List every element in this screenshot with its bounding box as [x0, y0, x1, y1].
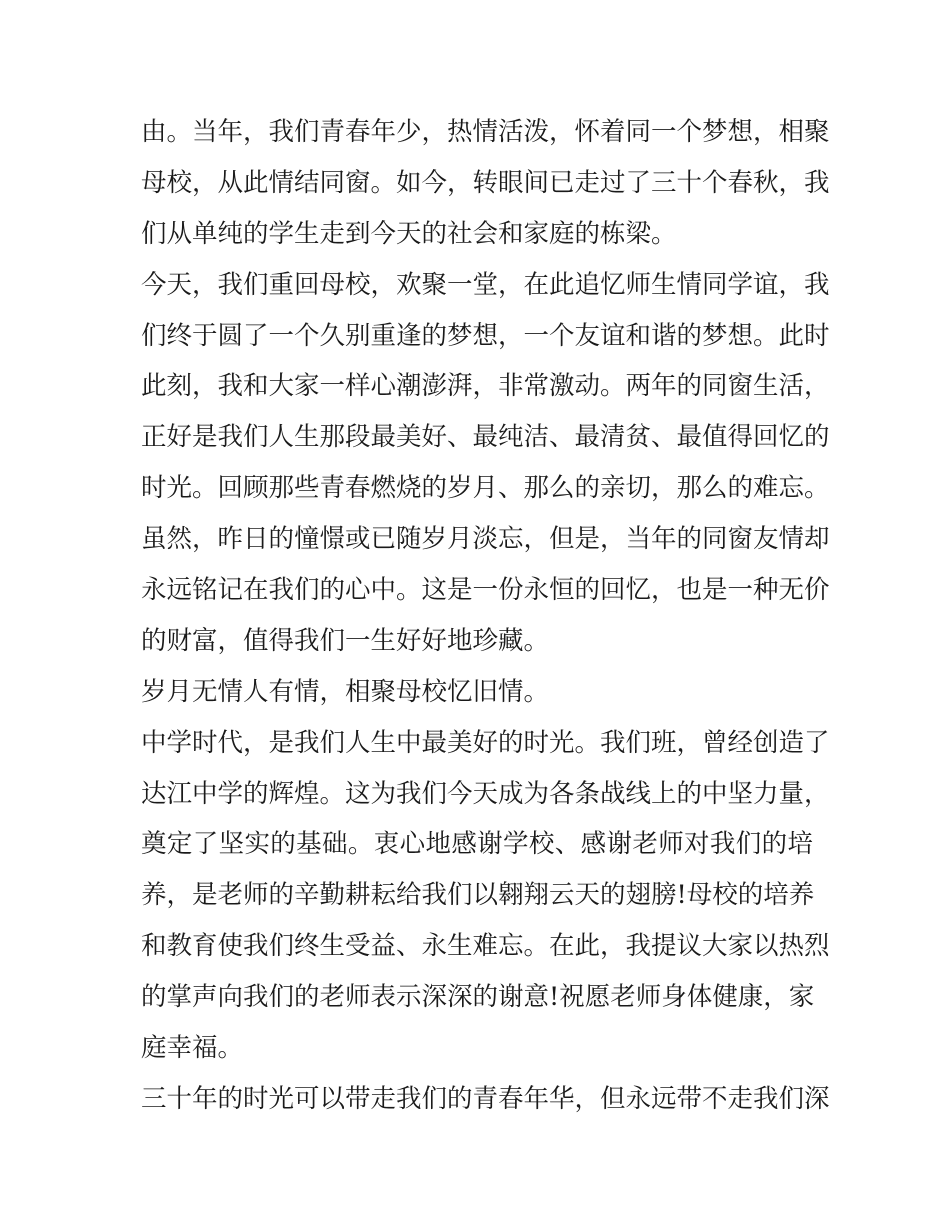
text-line: 达江中学的辉煌。这为我们今天成为各条战线上的中坚力量，: [141, 778, 830, 809]
text-line: 岁月无情人有情，相聚母校忆旧情。: [141, 676, 550, 707]
text-line: 母校，从此情结同窗。如今，转眼间已走过了三十个春秋，我: [141, 167, 830, 198]
text-line: 今天，我们重回母校，欢聚一堂，在此追忆师生情同学谊，我: [141, 269, 830, 300]
text-line: 由。当年，我们青春年少，热情活泼，怀着同一个梦想，相聚: [141, 117, 830, 147]
text-line: 此刻，我和大家一样心潮澎湃，非常激动。两年的同窗生活，: [141, 371, 830, 402]
text-line: 虽然，昨日的憧憬或已随岁月淡忘，但是，当年的同窗友情却: [141, 524, 830, 555]
text-line: 永远铭记在我们的心中。这是一份永恒的回忆，也是一种无价: [141, 575, 830, 606]
text-line: 三十年的时光可以带走我们的青春年华，但永远带不走我们深: [141, 1083, 830, 1114]
text-line: 和教育使我们终生受益、永生难忘。在此，我提议大家以热烈: [141, 931, 830, 962]
text-line: 正好是我们人生那段最美好、最纯洁、最清贫、最值得回忆的: [141, 422, 830, 453]
text-line: 奠定了坚实的基础。衷心地感谢学校、感谢老师对我们的培: [141, 829, 813, 860]
text-line: 们终于圆了一个久别重逢的梦想，一个友谊和谐的梦想。此时: [141, 320, 830, 351]
text-line: 庭幸福。: [141, 1033, 244, 1064]
text-line: 时光。回顾那些青春燃烧的岁月、那么的亲切，那么的难忘。: [141, 473, 830, 504]
text-line: 们从单纯的学生走到今天的社会和家庭的栋梁。: [141, 218, 677, 249]
text-line: 中学时代，是我们人生中最美好的时光。我们班，曾经创造了: [141, 727, 830, 758]
text-line: 养，是老师的辛勤耕耘给我们以翱翔云天的翅膀!母校的培养: [141, 880, 815, 911]
document-body: [141, 107, 830, 1125]
text-line: 的掌声向我们的老师表示深深的谢意!祝愿老师身体健康，家: [141, 982, 815, 1013]
text-line: 的财富，值得我们一生好好地珍藏。: [141, 625, 550, 656]
